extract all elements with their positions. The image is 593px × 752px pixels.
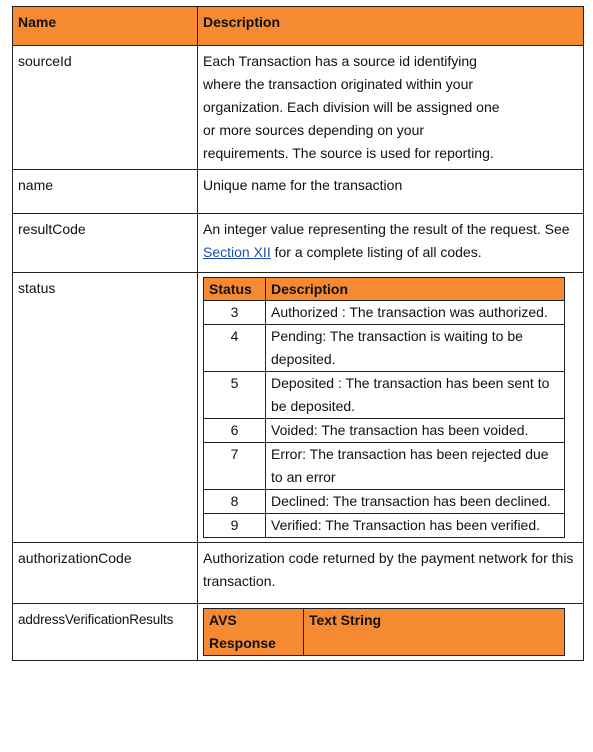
table-row bbox=[13, 214, 584, 273]
field-name: authorizationCode bbox=[13, 543, 198, 604]
avs-table bbox=[203, 608, 565, 656]
status-row bbox=[204, 325, 565, 372]
field-description: Unique name for the transaction bbox=[198, 170, 584, 214]
field-name: addressVerificationResults bbox=[13, 604, 198, 661]
status-code: 9 bbox=[204, 514, 266, 538]
status-header-status: Status bbox=[204, 278, 266, 301]
field-definition-table bbox=[12, 6, 584, 661]
status-description: Pending: The transaction is waiting to be deposited. bbox=[266, 325, 565, 372]
status-description: Voided: The transaction has been voided. bbox=[266, 419, 565, 443]
field-name: sourceId bbox=[13, 46, 198, 170]
status-description: Authorized : The transaction was authorized. bbox=[266, 301, 565, 325]
status-code: 7 bbox=[204, 443, 266, 490]
status-code: 6 bbox=[204, 419, 266, 443]
status-code: 5 bbox=[204, 372, 266, 419]
status-row bbox=[204, 514, 565, 538]
field-description: Authorization code returned by the payment network for this transaction. bbox=[198, 543, 584, 604]
status-row bbox=[204, 372, 565, 419]
avs-header-response: AVS Response bbox=[204, 609, 304, 656]
field-name: resultCode bbox=[13, 214, 198, 273]
table-row bbox=[13, 46, 584, 170]
field-description bbox=[198, 46, 584, 170]
status-table-cell bbox=[198, 273, 584, 543]
status-description: Deposited : The transaction has been sent to be deposited. bbox=[266, 372, 565, 419]
status-description: Verified: The Transaction has been verified. bbox=[266, 514, 565, 538]
header-name: Name bbox=[13, 7, 198, 46]
field-description bbox=[198, 214, 584, 273]
table-header-row bbox=[13, 7, 584, 46]
avs-header-row bbox=[204, 609, 565, 656]
table-row bbox=[13, 273, 584, 543]
description-text: An integer value representing the result of the request. See bbox=[203, 221, 570, 237]
status-row bbox=[204, 443, 565, 490]
field-name: status bbox=[13, 273, 198, 543]
status-row bbox=[204, 490, 565, 514]
status-description: Declined: The transaction has been declined. bbox=[266, 490, 565, 514]
field-description-text: Each Transaction has a source id identifying where the transaction originated within your organization. Each division will be assigned one or more sources depending on your requirements. The source is used for reporting. bbox=[203, 53, 500, 161]
section-xii-link[interactable]: Section XII bbox=[203, 244, 271, 260]
status-code-table bbox=[203, 277, 565, 538]
status-row bbox=[204, 301, 565, 325]
status-code: 4 bbox=[204, 325, 266, 372]
avs-table-cell bbox=[198, 604, 584, 661]
avs-header-text-string: Text String bbox=[304, 609, 565, 656]
status-description: Error: The transaction has been rejected due to an error bbox=[266, 443, 565, 490]
header-description: Description bbox=[198, 7, 584, 46]
table-row bbox=[13, 604, 584, 661]
status-code: 3 bbox=[204, 301, 266, 325]
status-header-row bbox=[204, 278, 565, 301]
table-row bbox=[13, 170, 584, 214]
table-row bbox=[13, 543, 584, 604]
description-text: for a complete listing of all codes. bbox=[270, 244, 482, 260]
field-name: name bbox=[13, 170, 198, 214]
status-code: 8 bbox=[204, 490, 266, 514]
status-header-description: Description bbox=[266, 278, 565, 301]
status-row bbox=[204, 419, 565, 443]
